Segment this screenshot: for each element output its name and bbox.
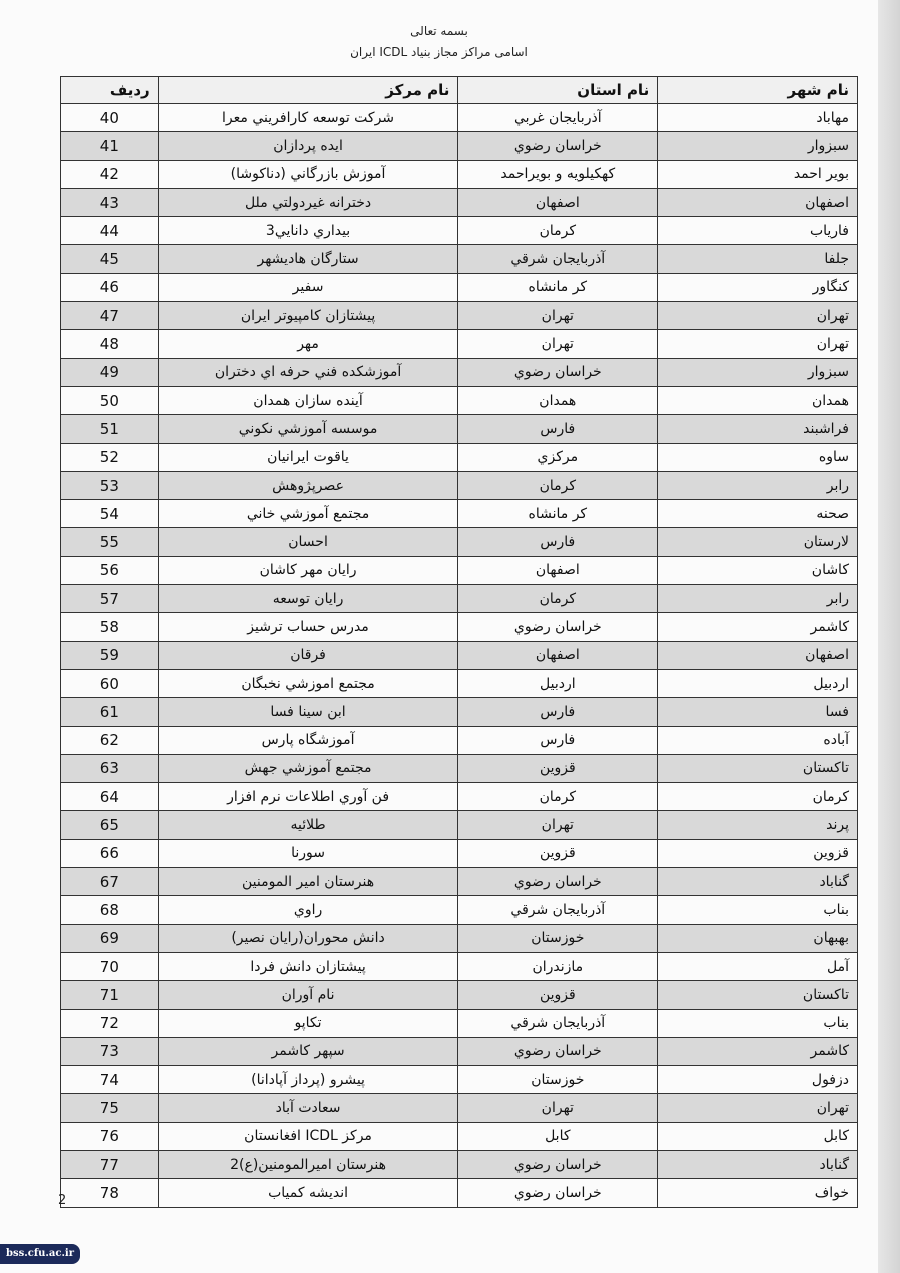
- cell-center: آموزش بازرگاني (دناکوشا): [158, 160, 458, 188]
- cell-row: 52: [61, 443, 159, 471]
- cell-row: 76: [61, 1122, 159, 1150]
- cell-province: کر مانشاه: [458, 500, 658, 528]
- cell-row: 59: [61, 641, 159, 669]
- col-header-city: نام شهر: [658, 77, 858, 104]
- table-row: [61, 698, 858, 726]
- cell-city: كرمان: [658, 783, 858, 811]
- cell-row: 55: [61, 528, 159, 556]
- cell-row: 75: [61, 1094, 159, 1122]
- table-row: [61, 1094, 858, 1122]
- cell-center: مدرس حساب ترشيز: [158, 613, 458, 641]
- cell-city: اصفهان: [658, 188, 858, 216]
- table-row: [61, 1122, 858, 1150]
- cell-center: سعادت آباد: [158, 1094, 458, 1122]
- cell-row: 58: [61, 613, 159, 641]
- footer-logo: bss.cfu.ac.ir: [0, 1244, 80, 1264]
- cell-province: فارس: [458, 528, 658, 556]
- cell-row: 61: [61, 698, 159, 726]
- header-basmala: بسمه تعالی: [410, 24, 468, 38]
- cell-row: 62: [61, 726, 159, 754]
- table-row: [61, 132, 858, 160]
- cell-row: 65: [61, 811, 159, 839]
- table-row: [61, 443, 858, 471]
- cell-row: 73: [61, 1037, 159, 1065]
- cell-province: مازندران: [458, 952, 658, 980]
- cell-row: 60: [61, 669, 159, 697]
- cell-row: 54: [61, 500, 159, 528]
- cell-center: موسسه آموزشي نكوني: [158, 415, 458, 443]
- cell-province: کر مانشاه: [458, 273, 658, 301]
- cell-province: خراسان رضوي: [458, 1179, 658, 1207]
- cell-province: خراسان رضوي: [458, 358, 658, 386]
- cell-center: آينده سازان همدان: [158, 386, 458, 414]
- cell-province: قزوين: [458, 981, 658, 1009]
- cell-center: هنرستان امير المومنين: [158, 868, 458, 896]
- cell-province: همدان: [458, 386, 658, 414]
- table-row: [61, 302, 858, 330]
- cell-province: فارس: [458, 415, 658, 443]
- cell-province: آذربايجان شرقي: [458, 1009, 658, 1037]
- cell-province: کرمان: [458, 783, 658, 811]
- cell-province: خوزستان: [458, 924, 658, 952]
- cell-center: دخترانه غیردولتي ملل: [158, 188, 458, 216]
- cell-city: فارياب: [658, 217, 858, 245]
- col-header-center: نام مرکز: [158, 77, 458, 104]
- cell-center: آموزشگاه پارس: [158, 726, 458, 754]
- table-row: [61, 1150, 858, 1178]
- cell-center: آموزشکده فني حرفه اي دختران: [158, 358, 458, 386]
- cell-city: رابر: [658, 585, 858, 613]
- cell-city: كاشمر: [658, 1037, 858, 1065]
- table-row: [61, 811, 858, 839]
- cell-province: تهران: [458, 1094, 658, 1122]
- table-row: [61, 952, 858, 980]
- cell-center: پيشتازان کامپيوتر ايران: [158, 302, 458, 330]
- cell-city: مهاباد: [658, 104, 858, 132]
- table-row: [61, 613, 858, 641]
- cell-city: تاکستان: [658, 754, 858, 782]
- table-row: [61, 358, 858, 386]
- table-row: [61, 188, 858, 216]
- cell-row: 64: [61, 783, 159, 811]
- cell-city: صحنه: [658, 500, 858, 528]
- cell-province: کرمان: [458, 217, 658, 245]
- cell-city: همدان: [658, 386, 858, 414]
- cell-province: خراسان رضوي: [458, 1037, 658, 1065]
- scan-edge: [878, 0, 900, 1273]
- cell-row: 77: [61, 1150, 159, 1178]
- cell-row: 72: [61, 1009, 159, 1037]
- cell-city: ساوه: [658, 443, 858, 471]
- page-number: 2: [58, 1193, 67, 1208]
- table-row: [61, 839, 858, 867]
- cell-center: ياقوت ايرانيان: [158, 443, 458, 471]
- cell-province: قزوين: [458, 839, 658, 867]
- cell-city: کنگاور: [658, 273, 858, 301]
- col-header-row: ردیف: [61, 77, 159, 104]
- cell-center: سورنا: [158, 839, 458, 867]
- cell-center: احسان: [158, 528, 458, 556]
- cell-province: خراسان رضوي: [458, 132, 658, 160]
- cell-center: ستارگان هاديشهر: [158, 245, 458, 273]
- cell-province: آذربايجان شرقي: [458, 245, 658, 273]
- cell-city: قزوين: [658, 839, 858, 867]
- cell-province: آذربایجان غربي: [458, 104, 658, 132]
- cell-city: تاكستان: [658, 981, 858, 1009]
- cell-city: خواف: [658, 1179, 858, 1207]
- cell-row: 66: [61, 839, 159, 867]
- table-row: [61, 868, 858, 896]
- cell-city: گناباد: [658, 868, 858, 896]
- table-row: [61, 160, 858, 188]
- cell-province: فارس: [458, 698, 658, 726]
- table-row: [61, 528, 858, 556]
- cell-row: 53: [61, 471, 159, 499]
- cell-center: هنرستان اميرالمومنين(ع)2: [158, 1150, 458, 1178]
- cell-center: بيداري دانايي3: [158, 217, 458, 245]
- cell-city: فسا: [658, 698, 858, 726]
- cell-province: کهکیلویه و بویراحمد: [458, 160, 658, 188]
- cell-city: تهران: [658, 1094, 858, 1122]
- cell-center: ایده پردازان: [158, 132, 458, 160]
- cell-center: نام آوران: [158, 981, 458, 1009]
- table-row: [61, 471, 858, 499]
- cell-city: کاشان: [658, 556, 858, 584]
- cell-city: رابر: [658, 471, 858, 499]
- cell-city: کابل: [658, 1122, 858, 1150]
- cell-city: پرند: [658, 811, 858, 839]
- cell-row: 47: [61, 302, 159, 330]
- cell-row: 56: [61, 556, 159, 584]
- cell-province: مرکزي: [458, 443, 658, 471]
- cell-row: 40: [61, 104, 159, 132]
- cell-province: تهران: [458, 302, 658, 330]
- table-row: [61, 330, 858, 358]
- cell-row: 70: [61, 952, 159, 980]
- cell-center: رايان توسعه: [158, 585, 458, 613]
- cell-province: اصفهان: [458, 556, 658, 584]
- cell-city: سبزوار: [658, 358, 858, 386]
- cell-row: 48: [61, 330, 159, 358]
- cell-row: 74: [61, 1066, 159, 1094]
- cell-center: ابن سينا فسا: [158, 698, 458, 726]
- cell-center: مجتمع اموزشي نخبگان: [158, 669, 458, 697]
- cell-province: کرمان: [458, 585, 658, 613]
- cell-row: 51: [61, 415, 159, 443]
- cell-city: لارستان: [658, 528, 858, 556]
- table-row: [61, 556, 858, 584]
- cell-row: 63: [61, 754, 159, 782]
- cell-row: 67: [61, 868, 159, 896]
- table-row: [61, 981, 858, 1009]
- table-row: [61, 641, 858, 669]
- cell-row: 49: [61, 358, 159, 386]
- cell-row: 69: [61, 924, 159, 952]
- cell-center: فن آوري اطلاعات نرم افزار: [158, 783, 458, 811]
- table-row: [61, 104, 858, 132]
- cell-center: طلائيه: [158, 811, 458, 839]
- table-row: [61, 1009, 858, 1037]
- cell-province: کابل: [458, 1122, 658, 1150]
- cell-row: 45: [61, 245, 159, 273]
- centers-table: [60, 76, 858, 1208]
- cell-center: رايان مهر كاشان: [158, 556, 458, 584]
- cell-row: 44: [61, 217, 159, 245]
- table-header-row: [61, 77, 858, 104]
- cell-row: 78: [61, 1179, 159, 1207]
- cell-center: پيشرو (پرداز آپادانا): [158, 1066, 458, 1094]
- table-row: [61, 585, 858, 613]
- cell-row: 43: [61, 188, 159, 216]
- cell-center: تكاپو: [158, 1009, 458, 1037]
- cell-province: اردبيل: [458, 669, 658, 697]
- table-row: [61, 896, 858, 924]
- cell-city: گناباد: [658, 1150, 858, 1178]
- header-title: اسامی مراکز مجاز بنیاد ICDL ایران: [350, 45, 528, 59]
- cell-center: انديشه كمياب: [158, 1179, 458, 1207]
- cell-center: مجتمع آموزشي خاني: [158, 500, 458, 528]
- cell-center: شرکت توسعه کارافريني معرا: [158, 104, 458, 132]
- table-row: [61, 1179, 858, 1207]
- cell-center: سپهر كاشمر: [158, 1037, 458, 1065]
- cell-row: 68: [61, 896, 159, 924]
- cell-center: مجتمع آموزشي جهش: [158, 754, 458, 782]
- cell-row: 41: [61, 132, 159, 160]
- cell-city: كاشمر: [658, 613, 858, 641]
- table-row: [61, 783, 858, 811]
- table-row: [61, 726, 858, 754]
- cell-center: راوي: [158, 896, 458, 924]
- cell-province: خراسان رضوي: [458, 868, 658, 896]
- cell-city: اصفهان: [658, 641, 858, 669]
- cell-city: اردبيل: [658, 669, 858, 697]
- cell-province: خراسان رضوي: [458, 1150, 658, 1178]
- cell-city: آباده: [658, 726, 858, 754]
- cell-row: 42: [61, 160, 159, 188]
- cell-province: آذربايجان شرقي: [458, 896, 658, 924]
- table-row: [61, 217, 858, 245]
- table-row: [61, 415, 858, 443]
- cell-center: مهر: [158, 330, 458, 358]
- cell-province: اصفهان: [458, 641, 658, 669]
- cell-province: خراسان رضوي: [458, 613, 658, 641]
- cell-city: بهبهان: [658, 924, 858, 952]
- cell-center: عصرپژوهش: [158, 471, 458, 499]
- cell-province: کرمان: [458, 471, 658, 499]
- cell-row: 46: [61, 273, 159, 301]
- cell-city: بناب: [658, 1009, 858, 1037]
- cell-city: دزفول: [658, 1066, 858, 1094]
- cell-province: تهران: [458, 811, 658, 839]
- cell-row: 57: [61, 585, 159, 613]
- cell-row: 71: [61, 981, 159, 1009]
- cell-province: خوزستان: [458, 1066, 658, 1094]
- cell-province: اصفهان: [458, 188, 658, 216]
- cell-row: 50: [61, 386, 159, 414]
- table-row: [61, 1066, 858, 1094]
- cell-center: سفير: [158, 273, 458, 301]
- table-row: [61, 1037, 858, 1065]
- cell-province: تهران: [458, 330, 658, 358]
- table-row: [61, 245, 858, 273]
- cell-province: فارس: [458, 726, 658, 754]
- col-header-province: نام استان: [458, 77, 658, 104]
- cell-city: بویر احمد: [658, 160, 858, 188]
- cell-city: فراشبند: [658, 415, 858, 443]
- cell-city: بناب: [658, 896, 858, 924]
- cell-city: سبزوار: [658, 132, 858, 160]
- cell-province: قزوين: [458, 754, 658, 782]
- table-row: [61, 386, 858, 414]
- table-row: [61, 924, 858, 952]
- cell-city: تهران: [658, 330, 858, 358]
- cell-center: مرکز ICDL افغانستان: [158, 1122, 458, 1150]
- cell-city: جلفا: [658, 245, 858, 273]
- cell-city: تهران: [658, 302, 858, 330]
- cell-city: آمل: [658, 952, 858, 980]
- table-row: [61, 669, 858, 697]
- table-row: [61, 500, 858, 528]
- table-row: [61, 754, 858, 782]
- cell-center: فرقان: [158, 641, 458, 669]
- cell-center: پيشتازان دانش فردا: [158, 952, 458, 980]
- cell-center: دانش محوران(رايان نصير): [158, 924, 458, 952]
- table-row: [61, 273, 858, 301]
